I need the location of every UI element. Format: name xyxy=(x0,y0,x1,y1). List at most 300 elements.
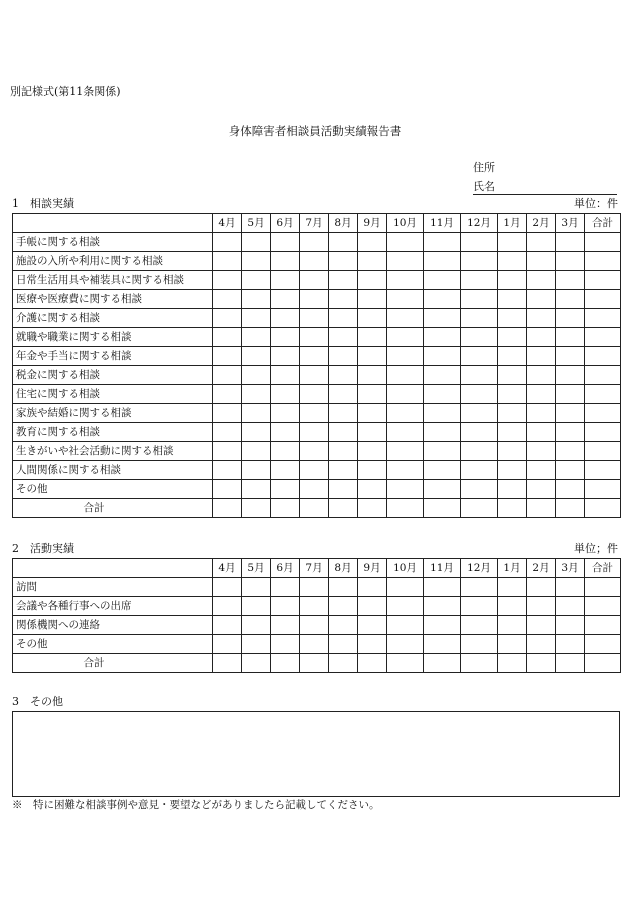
section2-heading: 2 活動実績 xyxy=(12,542,74,555)
month-header: 12月 xyxy=(461,559,498,578)
entry-cell[interactable] xyxy=(329,290,358,309)
activity-table xyxy=(12,558,621,673)
entry-cell[interactable] xyxy=(242,404,271,423)
consultation-table xyxy=(12,213,621,518)
entry-cell[interactable] xyxy=(424,271,461,290)
entry-cell[interactable] xyxy=(387,423,424,442)
entry-cell[interactable] xyxy=(329,385,358,404)
entry-cell[interactable] xyxy=(556,442,585,461)
entry-cell[interactable] xyxy=(300,233,329,252)
table-row xyxy=(13,616,621,635)
entry-cell[interactable] xyxy=(498,597,527,616)
entry-cell[interactable] xyxy=(242,597,271,616)
entry-cell[interactable] xyxy=(242,309,271,328)
entry-cell[interactable] xyxy=(556,385,585,404)
entry-cell[interactable] xyxy=(387,271,424,290)
entry-cell[interactable] xyxy=(527,347,556,366)
entry-cell[interactable] xyxy=(556,654,585,673)
entry-cell[interactable] xyxy=(271,578,300,597)
entry-cell[interactable] xyxy=(461,616,498,635)
entry-cell[interactable] xyxy=(585,597,621,616)
entry-cell[interactable] xyxy=(498,578,527,597)
table-row xyxy=(13,578,621,597)
entry-cell[interactable] xyxy=(213,271,242,290)
entry-cell[interactable] xyxy=(300,385,329,404)
entry-cell[interactable] xyxy=(556,635,585,654)
entry-cell[interactable] xyxy=(213,442,242,461)
entry-cell[interactable] xyxy=(461,290,498,309)
month-header: 5月 xyxy=(242,214,271,233)
entry-cell[interactable] xyxy=(300,499,329,518)
entry-cell[interactable] xyxy=(556,578,585,597)
entry-cell[interactable] xyxy=(498,233,527,252)
entry-cell[interactable] xyxy=(527,290,556,309)
entry-cell[interactable] xyxy=(585,635,621,654)
entry-cell[interactable] xyxy=(213,423,242,442)
entry-cell[interactable] xyxy=(498,423,527,442)
entry-cell[interactable] xyxy=(242,461,271,480)
entry-cell[interactable] xyxy=(242,290,271,309)
name-label: 氏名 xyxy=(473,180,495,193)
entry-cell[interactable] xyxy=(271,654,300,673)
entry-cell[interactable] xyxy=(387,366,424,385)
entry-cell[interactable] xyxy=(329,654,358,673)
total-label: 合計 xyxy=(13,499,213,518)
entry-cell[interactable] xyxy=(527,366,556,385)
entry-cell[interactable] xyxy=(461,635,498,654)
entry-cell[interactable] xyxy=(585,442,621,461)
section2-unit: 単位；件 xyxy=(574,542,618,555)
entry-cell[interactable] xyxy=(300,290,329,309)
entry-cell[interactable] xyxy=(527,616,556,635)
entry-cell[interactable] xyxy=(358,385,387,404)
entry-cell[interactable] xyxy=(461,271,498,290)
entry-cell[interactable] xyxy=(461,442,498,461)
entry-cell[interactable] xyxy=(498,366,527,385)
entry-cell[interactable] xyxy=(358,290,387,309)
entry-cell[interactable] xyxy=(358,366,387,385)
entry-cell[interactable] xyxy=(556,271,585,290)
other-remarks-box[interactable] xyxy=(12,711,620,797)
entry-cell[interactable] xyxy=(213,597,242,616)
header-corner-cell xyxy=(13,559,213,578)
entry-cell[interactable] xyxy=(300,252,329,271)
entry-cell[interactable] xyxy=(329,347,358,366)
entry-cell[interactable] xyxy=(498,442,527,461)
entry-cell[interactable] xyxy=(329,309,358,328)
entry-cell[interactable] xyxy=(358,499,387,518)
entry-cell[interactable] xyxy=(424,290,461,309)
entry-cell[interactable] xyxy=(387,290,424,309)
entry-cell[interactable] xyxy=(358,578,387,597)
entry-cell[interactable] xyxy=(424,404,461,423)
entry-cell[interactable] xyxy=(358,597,387,616)
entry-cell[interactable] xyxy=(498,616,527,635)
entry-cell[interactable] xyxy=(556,328,585,347)
entry-cell[interactable] xyxy=(461,385,498,404)
entry-cell[interactable] xyxy=(242,442,271,461)
entry-cell[interactable] xyxy=(461,654,498,673)
entry-cell[interactable] xyxy=(585,404,621,423)
entry-cell[interactable] xyxy=(329,635,358,654)
entry-cell[interactable] xyxy=(213,347,242,366)
month-header: 1月 xyxy=(498,214,527,233)
entry-cell[interactable] xyxy=(242,252,271,271)
entry-cell[interactable] xyxy=(300,480,329,499)
entry-cell[interactable] xyxy=(461,461,498,480)
entry-cell[interactable] xyxy=(358,404,387,423)
entry-cell[interactable] xyxy=(556,290,585,309)
entry-cell[interactable] xyxy=(300,578,329,597)
entry-cell[interactable] xyxy=(387,654,424,673)
section1-unit: 単位：件 xyxy=(574,197,618,210)
entry-cell[interactable] xyxy=(387,461,424,480)
entry-cell[interactable] xyxy=(387,578,424,597)
entry-cell[interactable] xyxy=(300,442,329,461)
entry-cell[interactable] xyxy=(329,252,358,271)
entry-cell[interactable] xyxy=(461,328,498,347)
entry-cell[interactable] xyxy=(213,385,242,404)
entry-cell[interactable] xyxy=(585,461,621,480)
month-header: 9月 xyxy=(358,214,387,233)
entry-cell[interactable] xyxy=(329,233,358,252)
entry-cell[interactable] xyxy=(424,597,461,616)
entry-cell[interactable] xyxy=(358,252,387,271)
entry-cell[interactable] xyxy=(585,290,621,309)
entry-cell[interactable] xyxy=(242,271,271,290)
entry-cell[interactable] xyxy=(424,616,461,635)
entry-cell[interactable] xyxy=(387,616,424,635)
entry-cell[interactable] xyxy=(585,423,621,442)
entry-cell[interactable] xyxy=(556,480,585,499)
entry-cell[interactable] xyxy=(585,499,621,518)
entry-cell[interactable] xyxy=(387,597,424,616)
entry-cell[interactable] xyxy=(424,423,461,442)
entry-cell[interactable] xyxy=(527,578,556,597)
entry-cell[interactable] xyxy=(329,480,358,499)
address-label: 住所 xyxy=(473,161,495,174)
entry-cell[interactable] xyxy=(461,309,498,328)
entry-cell[interactable] xyxy=(358,233,387,252)
entry-cell[interactable] xyxy=(424,309,461,328)
entry-cell[interactable] xyxy=(329,404,358,423)
entry-cell[interactable] xyxy=(300,654,329,673)
entry-cell[interactable] xyxy=(461,578,498,597)
entry-cell[interactable] xyxy=(461,366,498,385)
entry-cell[interactable] xyxy=(213,252,242,271)
entry-cell[interactable] xyxy=(329,461,358,480)
entry-cell[interactable] xyxy=(271,271,300,290)
entry-cell[interactable] xyxy=(461,404,498,423)
entry-cell[interactable] xyxy=(527,499,556,518)
entry-cell[interactable] xyxy=(527,309,556,328)
header-corner-cell xyxy=(13,214,213,233)
entry-cell[interactable] xyxy=(271,347,300,366)
entry-cell[interactable] xyxy=(271,290,300,309)
entry-cell[interactable] xyxy=(242,635,271,654)
entry-cell[interactable] xyxy=(300,461,329,480)
table-row xyxy=(13,328,621,347)
entry-cell[interactable] xyxy=(527,271,556,290)
entry-cell[interactable] xyxy=(329,597,358,616)
month-header: 11月 xyxy=(424,559,461,578)
entry-cell[interactable] xyxy=(498,654,527,673)
entry-cell[interactable] xyxy=(213,290,242,309)
entry-cell[interactable] xyxy=(300,366,329,385)
entry-cell[interactable] xyxy=(424,499,461,518)
entry-cell[interactable] xyxy=(387,385,424,404)
entry-cell[interactable] xyxy=(271,423,300,442)
entry-cell[interactable] xyxy=(585,347,621,366)
entry-cell[interactable] xyxy=(242,328,271,347)
entry-cell[interactable] xyxy=(387,328,424,347)
entry-cell[interactable] xyxy=(556,233,585,252)
entry-cell[interactable] xyxy=(556,309,585,328)
entry-cell[interactable] xyxy=(556,423,585,442)
entry-cell[interactable] xyxy=(271,309,300,328)
entry-cell[interactable] xyxy=(461,597,498,616)
entry-cell[interactable] xyxy=(300,271,329,290)
entry-cell[interactable] xyxy=(424,252,461,271)
entry-cell[interactable] xyxy=(242,366,271,385)
entry-cell[interactable] xyxy=(387,252,424,271)
month-header: 6月 xyxy=(271,214,300,233)
entry-cell[interactable] xyxy=(424,442,461,461)
entry-cell[interactable] xyxy=(556,347,585,366)
entry-cell[interactable] xyxy=(527,385,556,404)
form-number-label: 別記様式(第11条関係) xyxy=(10,85,121,98)
entry-cell[interactable] xyxy=(213,578,242,597)
entry-cell[interactable] xyxy=(527,635,556,654)
entry-cell[interactable] xyxy=(329,442,358,461)
entry-cell[interactable] xyxy=(329,423,358,442)
entry-cell[interactable] xyxy=(556,616,585,635)
entry-cell[interactable] xyxy=(271,480,300,499)
entry-cell[interactable] xyxy=(213,616,242,635)
entry-cell[interactable] xyxy=(585,578,621,597)
month-header: 合計 xyxy=(585,559,621,578)
month-header: 2月 xyxy=(527,559,556,578)
month-header-row xyxy=(13,559,621,578)
entry-cell[interactable] xyxy=(358,616,387,635)
entry-cell[interactable] xyxy=(271,616,300,635)
name-field[interactable] xyxy=(473,180,617,195)
entry-cell[interactable] xyxy=(461,480,498,499)
entry-cell[interactable] xyxy=(271,385,300,404)
entry-cell[interactable] xyxy=(387,404,424,423)
entry-cell[interactable] xyxy=(585,385,621,404)
entry-cell[interactable] xyxy=(498,635,527,654)
entry-cell[interactable] xyxy=(556,252,585,271)
entry-cell[interactable] xyxy=(329,616,358,635)
entry-cell[interactable] xyxy=(213,654,242,673)
entry-cell[interactable] xyxy=(329,366,358,385)
entry-cell[interactable] xyxy=(213,499,242,518)
entry-cell[interactable] xyxy=(424,635,461,654)
entry-cell[interactable] xyxy=(498,404,527,423)
entry-cell[interactable] xyxy=(242,385,271,404)
entry-cell[interactable] xyxy=(527,597,556,616)
entry-cell[interactable] xyxy=(585,616,621,635)
entry-cell[interactable] xyxy=(585,271,621,290)
entry-cell[interactable] xyxy=(498,461,527,480)
entry-cell[interactable] xyxy=(300,423,329,442)
entry-cell[interactable] xyxy=(213,404,242,423)
entry-cell[interactable] xyxy=(424,366,461,385)
entry-cell[interactable] xyxy=(213,233,242,252)
month-header: 9月 xyxy=(358,559,387,578)
entry-cell[interactable] xyxy=(271,442,300,461)
table-row xyxy=(13,480,621,499)
entry-cell[interactable] xyxy=(424,578,461,597)
entry-cell[interactable] xyxy=(242,347,271,366)
table-row xyxy=(13,461,621,480)
entry-cell[interactable] xyxy=(242,480,271,499)
month-header: 8月 xyxy=(329,214,358,233)
entry-cell[interactable] xyxy=(213,635,242,654)
entry-cell[interactable] xyxy=(271,252,300,271)
entry-cell[interactable] xyxy=(329,328,358,347)
entry-cell[interactable] xyxy=(424,233,461,252)
entry-cell[interactable] xyxy=(461,233,498,252)
entry-cell[interactable] xyxy=(300,635,329,654)
entry-cell[interactable] xyxy=(424,654,461,673)
month-header: 2月 xyxy=(527,214,556,233)
entry-cell[interactable] xyxy=(585,233,621,252)
entry-cell[interactable] xyxy=(329,499,358,518)
entry-cell[interactable] xyxy=(329,578,358,597)
entry-cell[interactable] xyxy=(498,290,527,309)
entry-cell[interactable] xyxy=(527,442,556,461)
entry-cell[interactable] xyxy=(461,499,498,518)
table-row xyxy=(13,385,621,404)
entry-cell[interactable] xyxy=(387,233,424,252)
entry-cell[interactable] xyxy=(424,480,461,499)
entry-cell[interactable] xyxy=(271,404,300,423)
entry-cell[interactable] xyxy=(271,461,300,480)
entry-cell[interactable] xyxy=(556,499,585,518)
entry-cell[interactable] xyxy=(498,252,527,271)
entry-cell[interactable] xyxy=(424,347,461,366)
entry-cell[interactable] xyxy=(213,461,242,480)
entry-cell[interactable] xyxy=(242,578,271,597)
entry-cell[interactable] xyxy=(498,385,527,404)
entry-cell[interactable] xyxy=(358,328,387,347)
entry-cell[interactable] xyxy=(213,366,242,385)
entry-cell[interactable] xyxy=(213,328,242,347)
entry-cell[interactable] xyxy=(358,309,387,328)
entry-cell[interactable] xyxy=(242,233,271,252)
entry-cell[interactable] xyxy=(585,654,621,673)
entry-cell[interactable] xyxy=(358,271,387,290)
entry-cell[interactable] xyxy=(585,480,621,499)
entry-cell[interactable] xyxy=(527,461,556,480)
entry-cell[interactable] xyxy=(556,404,585,423)
entry-cell[interactable] xyxy=(424,328,461,347)
entry-cell[interactable] xyxy=(300,597,329,616)
total-label: 合計 xyxy=(13,654,213,673)
row-label: 日常生活用具や補装具に関する相談 xyxy=(13,271,213,290)
entry-cell[interactable] xyxy=(387,309,424,328)
entry-cell[interactable] xyxy=(498,480,527,499)
entry-cell[interactable] xyxy=(358,423,387,442)
entry-cell[interactable] xyxy=(358,654,387,673)
entry-cell[interactable] xyxy=(300,309,329,328)
table-row xyxy=(13,271,621,290)
entry-cell[interactable] xyxy=(213,309,242,328)
entry-cell[interactable] xyxy=(271,366,300,385)
entry-cell[interactable] xyxy=(271,499,300,518)
section3-header xyxy=(12,695,618,709)
entry-cell[interactable] xyxy=(242,423,271,442)
entry-cell[interactable] xyxy=(424,461,461,480)
entry-cell[interactable] xyxy=(387,635,424,654)
entry-cell[interactable] xyxy=(300,404,329,423)
entry-cell[interactable] xyxy=(387,442,424,461)
entry-cell[interactable] xyxy=(527,654,556,673)
entry-cell[interactable] xyxy=(556,366,585,385)
entry-cell[interactable] xyxy=(271,233,300,252)
entry-cell[interactable] xyxy=(300,616,329,635)
entry-cell[interactable] xyxy=(424,385,461,404)
entry-cell[interactable] xyxy=(527,480,556,499)
section2-header xyxy=(12,542,618,556)
entry-cell[interactable] xyxy=(387,499,424,518)
entry-cell[interactable] xyxy=(556,597,585,616)
entry-cell[interactable] xyxy=(498,271,527,290)
entry-cell[interactable] xyxy=(213,480,242,499)
entry-cell[interactable] xyxy=(300,328,329,347)
entry-cell[interactable] xyxy=(271,635,300,654)
entry-cell[interactable] xyxy=(387,347,424,366)
entry-cell[interactable] xyxy=(358,347,387,366)
entry-cell[interactable] xyxy=(585,328,621,347)
entry-cell[interactable] xyxy=(585,309,621,328)
entry-cell[interactable] xyxy=(527,252,556,271)
entry-cell[interactable] xyxy=(527,328,556,347)
entry-cell[interactable] xyxy=(461,423,498,442)
entry-cell[interactable] xyxy=(527,404,556,423)
entry-cell[interactable] xyxy=(387,480,424,499)
entry-cell[interactable] xyxy=(585,366,621,385)
entry-cell[interactable] xyxy=(358,480,387,499)
entry-cell[interactable] xyxy=(242,654,271,673)
entry-cell[interactable] xyxy=(271,328,300,347)
entry-cell[interactable] xyxy=(358,461,387,480)
entry-cell[interactable] xyxy=(498,499,527,518)
entry-cell[interactable] xyxy=(271,597,300,616)
entry-cell[interactable] xyxy=(300,347,329,366)
entry-cell[interactable] xyxy=(358,635,387,654)
entry-cell[interactable] xyxy=(242,499,271,518)
entry-cell[interactable] xyxy=(461,347,498,366)
row-label: 施設の入所や利用に関する相談 xyxy=(13,252,213,271)
entry-cell[interactable] xyxy=(527,423,556,442)
entry-cell[interactable] xyxy=(498,309,527,328)
month-header-row xyxy=(13,214,621,233)
month-header: 12月 xyxy=(461,214,498,233)
entry-cell[interactable] xyxy=(527,233,556,252)
entry-cell[interactable] xyxy=(585,252,621,271)
entry-cell[interactable] xyxy=(242,616,271,635)
entry-cell[interactable] xyxy=(461,252,498,271)
entry-cell[interactable] xyxy=(498,328,527,347)
month-header: 8月 xyxy=(329,559,358,578)
entry-cell[interactable] xyxy=(498,347,527,366)
entry-cell[interactable] xyxy=(556,461,585,480)
entry-cell[interactable] xyxy=(329,271,358,290)
entry-cell[interactable] xyxy=(358,442,387,461)
